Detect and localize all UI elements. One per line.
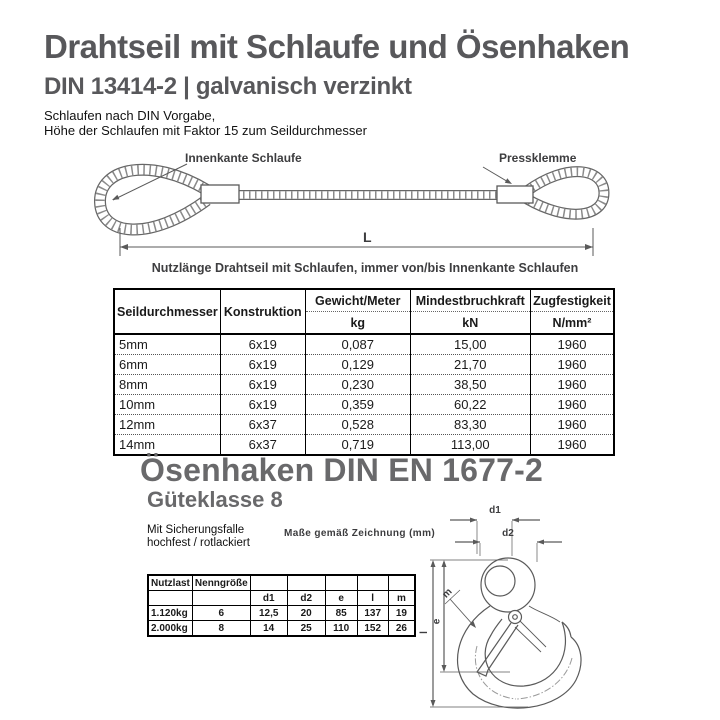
col-header-konstruktion: Konstruktion <box>220 289 305 334</box>
ferrule-left <box>201 185 239 203</box>
table-cell: 19 <box>388 606 415 621</box>
table-row <box>114 395 614 415</box>
table-cell: 6mm <box>114 355 220 375</box>
col-header-mindestbruchkraft: Mindestbruchkraft <box>410 289 530 312</box>
table-cell: 10mm <box>114 395 220 415</box>
hook-note-line-1: Mit Sicherungsfalle <box>147 524 245 536</box>
innenkante-schlaufe-label: Innenkante Schlaufe <box>185 151 302 165</box>
col-header-m: m <box>388 591 415 606</box>
table-row <box>114 375 614 395</box>
page-title: Drahtseil mit Schlaufe und Ösenhaken <box>44 28 630 65</box>
ferrule-right <box>497 186 533 203</box>
col-header-nenngroesse: Nenngröße <box>192 575 250 591</box>
table-cell: 6 <box>192 606 250 621</box>
rope-loop-right <box>527 172 604 215</box>
table-cell: 14mm <box>114 435 220 456</box>
dim-label-l: l <box>418 631 430 634</box>
table-cell: 85 <box>325 606 357 621</box>
empty-cell <box>148 591 192 606</box>
hook-grade-label: Güteklasse 8 <box>147 487 283 512</box>
table-row <box>114 415 614 435</box>
table-cell: 0,129 <box>305 355 410 375</box>
dim-label-m: m <box>440 586 455 601</box>
table-cell: 0,359 <box>305 395 410 415</box>
table-cell: 1960 <box>530 375 614 395</box>
table-cell: 6x19 <box>220 395 305 415</box>
col-header-d1: d1 <box>250 591 287 606</box>
col-header-d2: d2 <box>287 591 325 606</box>
table-row <box>114 355 614 375</box>
table-cell: 8 <box>192 621 250 637</box>
dim-label-e: e <box>431 618 443 625</box>
hook-eye-hole <box>485 566 515 596</box>
rope-spec-table <box>113 288 615 456</box>
col-header-gewicht: Gewicht/Meter <box>305 289 410 312</box>
rope-diagram-caption: Nutzlänge Drahtseil mit Schlaufen, immer von/bis Innenkante Schlaufen <box>151 261 579 275</box>
table-row <box>148 621 415 637</box>
table-cell: 6x37 <box>220 435 305 456</box>
leader-clamp-label <box>483 167 510 183</box>
latch-pivot <box>509 611 522 624</box>
table-cell: 38,50 <box>410 375 530 395</box>
table-cell: 1.120kg <box>148 606 192 621</box>
empty-cell <box>357 575 388 591</box>
table-row <box>148 606 415 621</box>
table-cell: 15,00 <box>410 334 530 355</box>
col-header-zugfestigkeit: Zugfestigkeit <box>530 289 614 312</box>
table-cell: 0,087 <box>305 334 410 355</box>
col-header-l: l <box>357 591 388 606</box>
table-cell: 6x19 <box>220 355 305 375</box>
table-cell: 1960 <box>530 435 614 456</box>
table-cell: 6x19 <box>220 375 305 395</box>
hook-note-line-2: hochfest / rotlackiert <box>147 537 250 549</box>
hook-eye <box>481 558 535 612</box>
table-cell: 25 <box>287 621 325 637</box>
empty-cell <box>287 575 325 591</box>
table-cell: 0,230 <box>305 375 410 395</box>
unit-kg: kg <box>305 312 410 335</box>
dim-label-d2: d2 <box>502 528 514 539</box>
hook-dims-note: Maße gemäß Zeichnung (mm) <box>284 528 436 539</box>
col-header-seildurchmesser: Seildurchmesser <box>114 289 220 334</box>
page-subtitle: DIN 13414-2 | galvanisch verzinkt <box>44 73 412 100</box>
table-cell: 0,528 <box>305 415 410 435</box>
col-header-e: e <box>325 591 357 606</box>
unit-kn: kN <box>410 312 530 335</box>
unit-nmm2: N/mm² <box>530 312 614 335</box>
table-cell: 12,5 <box>250 606 287 621</box>
table-cell: 14 <box>250 621 287 637</box>
table-cell: 6x19 <box>220 334 305 355</box>
table-cell: 152 <box>357 621 388 637</box>
table-cell: 2.000kg <box>148 621 192 637</box>
table-cell: 8mm <box>114 375 220 395</box>
pressklemme-label: Pressklemme <box>499 151 577 165</box>
empty-cell <box>250 575 287 591</box>
table-cell: 60,22 <box>410 395 530 415</box>
table-row <box>114 334 614 355</box>
empty-cell <box>192 591 250 606</box>
table-cell: 26 <box>388 621 415 637</box>
hook-section-title: Ösenhaken DIN EN 1677-2 <box>140 452 543 488</box>
table-cell: 0,719 <box>305 435 410 456</box>
table-cell: 113,00 <box>410 435 530 456</box>
table-cell: 5mm <box>114 334 220 355</box>
empty-cell <box>388 575 415 591</box>
table-cell: 1960 <box>530 395 614 415</box>
table-cell: 20 <box>287 606 325 621</box>
rope-diagram-drawing <box>55 150 675 262</box>
note-line-1: Schlaufen nach DIN Vorgabe, <box>44 108 216 123</box>
table-cell: 12mm <box>114 415 220 435</box>
table-cell: 21,70 <box>410 355 530 375</box>
table-cell: 1960 <box>530 334 614 355</box>
length-dim-label: L <box>363 229 372 245</box>
empty-cell <box>325 575 357 591</box>
safety-latch <box>477 623 518 676</box>
hook-load-table <box>147 574 416 637</box>
table-cell: 1960 <box>530 355 614 375</box>
table-cell: 83,30 <box>410 415 530 435</box>
table-cell: 110 <box>325 621 357 637</box>
table-cell: 1960 <box>530 415 614 435</box>
col-header-nutzlast: Nutzlast <box>148 575 192 591</box>
table-cell: 6x37 <box>220 415 305 435</box>
latch-spring <box>515 621 546 652</box>
note-line-2: Höhe der Schlaufen mit Faktor 15 zum Seildurchmesser <box>44 123 367 138</box>
m-dimension-line <box>450 599 474 626</box>
table-cell: 137 <box>357 606 388 621</box>
rope-loop-left <box>100 170 207 230</box>
dim-label-d1: d1 <box>489 505 501 516</box>
